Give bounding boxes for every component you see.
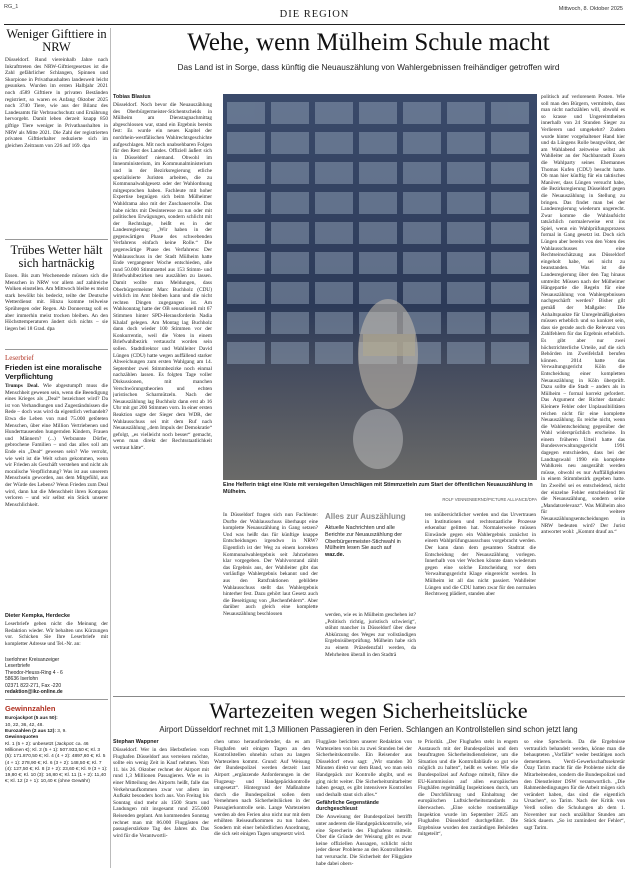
ballot-box (403, 162, 441, 184)
main-photo (223, 94, 537, 480)
ballot-box (447, 252, 485, 274)
leserbrief-disclaimer: Leserbriefe geben nicht die Meinung der Redaktion wieder. Wir behalten uns Kürzungen vor. Schicken Sie Ihre Leserbriefe mit kompletter Adresse und Tel.-Nr. an: (5, 621, 108, 647)
ballot-box (491, 192, 529, 214)
ballot-box (227, 342, 265, 364)
leserbrief-address: Iserlohner Kreisanzeiger Leserbriefe Theodor-Heuss-Ring 4 - 6 58636 Iserlohn 02371 822-271, Fax -220 redaktion@ikz-online.de (5, 657, 108, 695)
gewinnzahlen-block: Eurojackpot (5 aus 50): 10, 22, 36, 42, 48. Eurozahlen (2 aus 12): 3, 9. Gewinnquoten Kl. 1 (5 + 2): unbesetzt (Jackpot: ca. 46 Millionen €); Kl. 2 (5 + 1): 507.933,50 €; Kl. 3 (5): 171.870,50 €; Kl. 4 (4 + 2): 4897,60 €; Kl. 5 (4 + 1): 278,90 €; Kl. 6 (3 + 2): 148,50 €; Kl. 7 (4): 127,50 €; Kl. 8 (2 + 2): 23,60 €; Kl. 9 (3 + 1): 19,80 €; Kl. 10 (3): 16,80 €; Kl. 11 (1 + 2): 11,40 €; Kl. 12 (2 + 1): 10,40 € (ohne Gewähr) (5, 716, 108, 785)
ballot-box (227, 312, 265, 334)
ballot-box (491, 282, 529, 304)
main-col1-text: Düsseldorf. Noch bevor die Neuauszählung des Oberbürgermeister-Stichentscheids in Mülheim am Dienstagnachmittag abgeschlossen war, stand ein Ergebnis bereits fest: Es wurde ein neues Kapitel der nordrhein-westfälischen Wahlrechtsgeschichte aufgeschlagen. Mit noch unabsehbaren Folgen für den Rest des Landes. Offiziell äußert sich in Düsseldorf niemand. Obwohl im Innenministerium, im Kommunalministerium und in der Bezirksregierung etliche spezialisierte Juristen arbeiten, die zu Kommunalwahlgesetz oder der Wahlordnung mitgesprochen haben. Fachleute mit hoher Expertise begnügen sich beim Mülheimer Wahldrama also mit der Zuschauerrolle. Das habe nichts mit Desinteresse zu tun oder mit politischen Erwägungen, sondern schlicht mit der Rechtslage, heißt es in der Landesregierung: „Wir haben in der gegenwärtigen Phase des schwebenden Verfahrens einfach keine Rolle.“ Die gegenwärtige Phase des Verfahrens: Der Wahlausschuss in der Stadt Mülheim hatte Ende vergangener Woche entschieden, alle rund 50.000 Stimmzettel aus 153 Stimm- und Briefwahlbezirken neu auszählen zu lassen. Damit wollte man Meldungen, dass Oberbürgermeister Marc Buchholz (CDU) wirklich im Amt bleiben kann und die nicht rechten Dingen zugegangen ist. Am Wahlsonntag hatte der OB sensationell mit 67 Stimmen hinter SPD-Herausforderin Nadia Khalaf gelegen. Am Montag lag Buchholz dann doch wieder 100 Stimmen vor der Konkurrentin, weil die Voten in einem Briefwahlbezirk vertauscht worden sein sollen. Stadtdirektor und Wahlleiter David Lüngen (CDU) hatte wegen auffällend starker Abweichungen zum ersten Wahlgang am 14. September zwei Stimmbezirke noch einmal nachzählen lassen. Es folgten Tage voller Diskussionen, mit manchen Verschwörungstheorien und echten juristischen Scharmützeln. Nach der Neuauszählung lag Buchholz dann erst ab 16 Uhr mit gut 200 Stimmen vorn. In einer ersten Reaktion sagte der Sieger dem WDR, der Wahlausschuss sei mit dem Ruf nach Neuauszählung „dem Impuls der Demokratie“ gefolgt, „es vielleicht noch besser“ gemacht, wenn man direkt der Rechtsstaatlichkeit vertraut hätte“. (113, 102, 212, 451)
ballot-box (271, 282, 309, 304)
second-col4: te Priorität. „Der Flughafen steht in engem Austausch mit der Bundespolizei und dem beauftragten Sicherheitsdienstleister, um die Situation und die Kontrollabläufe so gut wie möglich zu halten“, heißt es weiter. Wie die Bundespolizei auf Anfrage mitteilt, führe die EU-Kommission auf allen europäischen Flughäfen regelmäßig Inspektionen durch, um die Durchführung und Einhaltung der europäischen Luftsicherheitsstandards zu überwachen. „Eine solche routinemäßige Inspektion wurde im September 2025 am Flughafen Düsseldorf durchgeführt. Die Ergebnisse wurden den zuständigen Behörden mitgeteilt“, (418, 739, 518, 838)
ballot-box (227, 252, 265, 274)
ballot-box (271, 132, 309, 154)
info-box (325, 512, 416, 608)
ballot-box (315, 222, 353, 244)
info-box-link[interactable]: waz.de. (325, 552, 345, 559)
second-headline: Wartezeiten wegen Sicherheitslücke (209, 698, 528, 723)
ballot-box (447, 312, 485, 334)
page-code: RG_1 (4, 4, 19, 10)
ballot-box (271, 162, 309, 184)
ballot-box (315, 252, 353, 274)
ballot-box (447, 132, 485, 154)
main-col4: politisch auf verlorenem Posten. Wie soll man den Bürgern, vermitteln, dass man nicht nachzählen will, obwohl es so krasse und Ungereimtheiten innerhalb von 24 Stunden Sieger zu Verlierern und umgekehrt? Zudem wurde hinter vorgehaltener Hand hier und da Lüngens Rolle beargwöhnt, der am Wahlabend zeitweise selbst als Wahlleiter an der Nachbarstadt Essen die Wahlparty seines Ehemannes Thomas Kufen (CDU) besucht hatte. Ob man hier künftig für ein taktisches Manöver, dass Lüngen versucht habe, die Bezirksregierung Düsseldorf gegen die Neuauszählung in Stellung zu bringen. Das findet man bei der Landesregierung wiederum ungerecht. Zwar komme die Wahlaufsicht tatsächlich normalerweise erst ins Spiel, wenn ein Wahlprüfungsprozess formal in Gang gesetzt ist. Doch sich Lüngen aber bereits von den Voten des Wahlausschusses eine Rechtseinschätzung aus Düsseldorf eingeholt habe, sei nicht zu beanstanden. Was ist die Landesregierung über den Tag hinaus umtreibt: Müssen nach der Mülheimer Hängepartie die Regeln für eine Neuauszählung von Wahlergebnissen nachgeschärft werden? Bisher gilt gemäß der Maßgabe: Die Anhaltspunkte für Unregelmäßigkeiten müssen erheblich und so konkret sein, dass sie gerade auch die Relevanz von Zahlfehlern für das Ergebnis erheblich. Es gibt aber nur zwei höchstrichterliche Urteile, auf die sich Behörden im Zweifelsfall berufen können. 2014 hatte das Verwaltungsgericht Köln die Entscheidung einer kompletten Neuauszählung in Köln überprüft. Dazu sollte die Stadt – anders als in Mülheim – formal korrekt gefordert. Das Argument der Richter damals: Kleinere Fehler oder Unplausibilitäten reichen nicht für eine komplette Neuauszählung. Es reiche nicht, wenn die Wahlentscheidung gegenüber der Wahl widersprüchlich erscheine. In einem früheren Urteil hatte das Bundesverwaltungsgericht 1991 dagegen entschieden, dass bei der Landtagswahl 1990 ein komplette Wahlkreis neu ausgezählt werden müsse, obwohl es nur Auffälligkeiten in einem Stimmbezirk gegeben hatte. Im Zweifel sei es entscheidend, nicht der einzelne Fehler entscheidend für die Neuauszählung, sondern seine „Mandatsrelevanz“. Was Mülheim also für weitere Neuauszählungsentscheidungen in NRW bedeuten wird? Der Jurist antwortet wohl: „Kommt drauf an.“ (541, 94, 625, 536)
ballot-box (359, 192, 397, 214)
main-col3b: ten unübersichtlicher werden und das Urvertrauen in Institutionen und rechtsstaatliche Prozesse erkennbar gelitten hat. Normalerweise müssen Einwände gegen ein Wahlergebnis zunächst in einem Wahlprüfungsausschuss vorgebracht werden. Der kann dann dem gesamten Stadtrat die Entscheidung der Neuauszählung vorlegen. Innerhalb von vier Wochen könnte dann wiederum gegen eine solche Entscheidung vor dem Verwaltungsgericht Klage eingereicht werden. In Mülheim ist all das nicht passiert. Wahlleiter Lüngen und die CDU hatten zwar für den normalen Rechtsweg plädiert, standen aber (425, 512, 536, 598)
leserbrief-author: Dieter Kempka, Herdecke (5, 613, 71, 619)
ballot-box (359, 102, 397, 124)
second-col2: chen umso herausfordernder, da es am Flughafen seit einigen Tagen an den Kontrollstellen ohnehin schon zu langen Wartezeiten kommt. Grund: Auf Weisung der Bundespolizei werden derzeit laut Airport „ergänzende Anforderungen in der Flugzeug- und Handgepäckkontrolle umgesetzt“. Hintergrund der Maßnahme durch die Bundespolizei sollen dem Vernehmen nach Sicherheitslücken in der Passagierkontrolle sein. Lange Wartezeiten werden ab den Ferien also nicht nur mit dem erhöhten Reiseaufkommen zu tun haben. Sondern mit einer behördlichen Anordnung, die sich seit einigen Tagen umgesetzt wird. (214, 739, 310, 838)
ballot-box (359, 252, 397, 274)
photo-credit: ROLF VENNENBERND/PICTURE ALLIANCE/DPA (442, 497, 537, 502)
ballot-box (403, 282, 441, 304)
ballot-box (227, 102, 265, 124)
ballot-box (447, 102, 485, 124)
ballot-box (403, 192, 441, 214)
ballot-box (315, 342, 353, 364)
ballot-box (491, 162, 529, 184)
main-headline: Wehe, wenn Mülheim Schule macht (187, 29, 550, 56)
ballot-box (491, 312, 529, 334)
ballot-boxes-illustration (223, 94, 537, 480)
photo-caption: Eine Helferin trägt eine Kiste mit versiegelten Umschlägen mit Stimmzetteln zum Start der öffentlichen Neuauszählung in Mülheim. (223, 482, 533, 495)
ballot-box (359, 162, 397, 184)
ballot-box (403, 132, 441, 154)
ballot-box (447, 222, 485, 244)
second-col1 (113, 739, 209, 867)
main-col2: In Düsseldorf fragen sich nun Fachleute: Durfte der Wahlausschuss überhaupt eine komplette Neuauszählung in Gang setzen? Und was heißt das für künftige knappe Entscheidungen irgendwo in NRW? Eigentlich ist der Weg zu einem korrekten Kommunalwahlergebnis seit Jahrzehnten klar vorgegeben. Der Wahlvorstand zählt das Ergebnis aus, der Wahlleiter gibt das vorläufige Wahlergebnis bekannt und der aus den Ratsfraktionen gebildete Wahlausschuss stellt das Wahlergebnis hinterher fest. Dazu gehört laut Gesetz auch die Beseitigung von „Rechenfehlern“. Aber darüber auch gleich eine komplette Neuauszählung beschlossen (223, 512, 318, 617)
ballot-box (491, 132, 529, 154)
ballot-box (447, 282, 485, 304)
leserbrief-topic: Trumps Deal. (5, 383, 39, 389)
ballot-box (403, 102, 441, 124)
ballot-box (491, 342, 529, 364)
ballot-box (271, 252, 309, 274)
gifttiere-body: Düsseldorf. Rund viereinhalb Jahre nach Inkrafttreten des NRW-Gifttiergesetzes ist die Zahl gefährlicher Schlangen, Spinnen und Skorpione in Privathaushalten landesweit leicht gesunken. Wurden im ersten Halbjahr 2021 noch 4589 Gifttiere in privaten Beständen registriert, so waren es Anfang Oktober 2025 noch 3740 Tiere, wie aus der Bilanz des Landesamts für Verbrauchschutz und Ernährung hervorgeht. Damit leben derzeit knapp 850 giftige Tiere weniger in Privathaushalten in NRW als Mitte 2021. Die Zahl der registrierten privaten Gifttierhalter reduzierte sich im gleichen Zeitraum von 226 auf 169. dpa (5, 57, 108, 149)
ballot-box (315, 312, 353, 334)
ballot-box (271, 342, 309, 364)
second-author: Stephan Wappner (113, 739, 159, 745)
ballot-box (271, 312, 309, 334)
sidebar-divider (110, 28, 111, 868)
second-subheading: Gefährliche Gegenstände durchgeschleust (316, 800, 379, 813)
info-box-title: Alles zur Auszählung (325, 512, 406, 521)
ballot-box (359, 132, 397, 154)
gifttiere-title: Weniger Gifttiere in NRW (6, 27, 107, 54)
ballot-box (315, 102, 353, 124)
ballot-box (271, 102, 309, 124)
ballot-box (447, 192, 485, 214)
ballot-box (315, 132, 353, 154)
ballot-box (227, 132, 265, 154)
issue-date: Mittwoch, 8. Oktober 2025 (558, 6, 623, 12)
wetter-title: Trübes Wetter hält sich hartnäckig (10, 243, 103, 270)
main-subhead: Das Land ist in Sorge, dass künftig die Neuauszählung von Wahlergebnissen freihändiger getroffen wird (177, 62, 560, 72)
ballot-box (271, 192, 309, 214)
leserbrief-title: Frieden ist eine moralische Verpflichtung (5, 363, 102, 381)
leserbrief-kicker: Leserbrief (5, 354, 34, 362)
ballot-box (315, 162, 353, 184)
gewinnquoten: Kl. 1 (5 + 2): unbesetzt (Jackpot: ca. 46 Millionen €); Kl. 2 (5 + 1): 507.933,50 €; Kl. 3 (5): 171.870,50 €; Kl. 4 (4 + 2): 4897,60 €; Kl. 5 (4 + 1): 278,90 €; Kl. 6 (3 + 2): 148,50 €; Kl. 7 (4): 127,50 €; Kl. 8 (2 + 2): 23,60 €; Kl. 9 (3 + 1): 19,80 €; Kl. 10 (3): 16,80 €; Kl. 11 (1 + 2): 11,40 €; Kl. 12 (2 + 1): 10,40 € (5, 741, 108, 785)
second-subhead: Airport Düsseldorf rechnet mit 1,3 Millionen Passagieren in den Ferien. Schlangen an Kontrollstellen sind schon jetzt lang (159, 725, 578, 734)
ballot-box (227, 192, 265, 214)
main-col3a: werden, wie es in Mülheim geschehen ist? „Politisch richtig, juristisch schwierig“, stöhnt mancher in Düsseldorf über diese Abkürzung des Weges zur vollständigen Ergebnisüberprüfung. Mülheim habe sich zu einem Präzedenzfall werden, da Mehrheiten überall in den Stadträ (325, 612, 416, 658)
ballot-box (403, 222, 441, 244)
second-col3: Fluggäste berichten unserer Redaktion von Wartezeiten von bis zu zwei Stunden bei der Sicherheitskontrolle. Ein Reisender aus Düsseldorf etwa sagt: „Wir standen 30 Minuten direkt vor dem Band, wo man sein Handgepäck zur Kontrolle abgibt, und es ging nicht weiter. Die Sicherheitsmitarbeiter haben gesagt, es gibt intensivere Kontrollen und deshalb staut sich alles.“ Gefährliche Gegenstände durchgeschleust Die Anweisung der Bundespolizei betrifft unter anderem die Handgepäckkontrolle, wie eine Sprecherin des Flughafens mitteilt. Über die Gründe der Weisung gibt es zwar keine offiziellen Aussagen, schlicht nicht jeder dieser Probleme an den Kontrollstellen hat verursacht. Die Sicherheit der Flüggäste habe dabei obers- (316, 739, 412, 867)
ballot-box (447, 342, 485, 364)
ballot-box (359, 222, 397, 244)
main-author: Tobias Blasius (113, 94, 151, 100)
ballot-box (447, 162, 485, 184)
sidebar (5, 28, 108, 868)
gewinnzahlen-title: Gewinnzahlen (5, 704, 56, 714)
ballot-box (491, 252, 529, 274)
ballot-box (491, 102, 529, 124)
ballot-box (271, 222, 309, 244)
ballot-box (491, 222, 529, 244)
leserbrief-body: Wie abgestumpft muss die Menschheit gewesen sein, wenn die Beendigung eines Krieges als „Deal“ bezeichnet wird? Da ist von Verhandlungen und Zugeständnissen die Rede – doch was wird da eigentlich verhandelt? Etwa die Leben von rund 75.000 getöteten Menschen, über eine Million Vertriebenen und Hunderttausenden hungernden Kindern, Frauen und Männern? (...) Verbrannte Dörfer, gebrochene Familien – und das alles soll am Ende ein „Deal“ gewesen sein? Wie verroht, wie weit ist die Welt schon gekommen, wenn wir Frieden als Geschäft verstehen und nicht als moralische Verpflichtung? Was ist aus unserem Menschsein geworden, aus dem Mitgefühl, aus der Würde des Lebens? Wenn Frieden zum Deal wird, dann hat die Menschheit ihren Kompass verloren – und wir selbst ein Stück unserer Menschlichkeit. (5, 383, 108, 508)
info-box-body: Aktuelle Nachrichten und alle Berichte zur Neuauszählung der Oberbürgermeister-Stichwahl in Mülheim lesen Sie auch auf (325, 525, 403, 552)
wetter-body: Essen. Bis zum Wochenende müssen sich die Menschen in NRW vor allem auf zahlreiche Wolken einstellen. Am Mittwoch bleibe es meist stark bewölkt bis bedeckt, teilte der Deutsche Wetterdienst mit. Hinzu komme teilweise Sprühregen oder Regen. Ab Donnerstag soll es aber immerhin meist trocken bleiben. An den Höchsttemperaturen ändert sich nichts – sie liegen bei 18 Grad. dpa (5, 273, 108, 332)
ballot-box (227, 162, 265, 184)
leserbrief-email[interactable]: redaktion@ikz-online.de (5, 689, 63, 696)
masthead-rule (4, 24, 625, 25)
ballot-box (315, 282, 353, 304)
second-col1-text: Düsseldorf. Wer in den Herbstferien vom Flughafen Düsseldorf aus verreisen möchte, sollte ein wenig Zeit in Kauf nehmen. Vom 11. bis 26. Oktober rechnet der Airport mit rund 1,3 Millionen Passagieren. Wie es in einer Mitteilung des Airports heißt, falle das Verkehrsaufkommen zwar vor allem im Aufkakt besonders hoch aus. Von Freitag bis Sonntag sind mehr als 1500 Starts und Landungen mit insgesamt rund 255.000 Reisenden geplant. Am kommenden Sonntag rechnet man mit 86.000 Fluggästen der passagierstärkste Tag des Jahres ab. Das wird für die Verantwortli- (113, 747, 209, 839)
main-col1 (113, 94, 212, 509)
ballot-box (403, 252, 441, 274)
ballot-box (227, 282, 265, 304)
ballot-box (227, 222, 265, 244)
ballot-box (315, 192, 353, 214)
section-rule (113, 696, 625, 697)
second-col5: so eine Sprecherin. Da die Ergebnisse vertraulich behandelt werden, könne man die behaupteten „Vorfälle“ weder bestätigen noch dementieren. Verdi-Gewerkschaftssekretär Özay Tarim macht für die Probleme nicht die Mitarbeitenden, sondern die Bundespolizei und den Dienstleister DSW verantwortlich. „Die Rahmenbedingungen für die Arbeit mögen sich verändert haben, das sind die eigentlich Ursachen“, so Tarim. Nach der Kritik von Verdi sollen die Schulungen ab dem 1. November nur noch unzählbar Stunden am Stück dauern. „So ist zumindest der Fehler“, sagt Tarim. (524, 739, 625, 831)
section-title: DIE REGION (279, 9, 350, 20)
